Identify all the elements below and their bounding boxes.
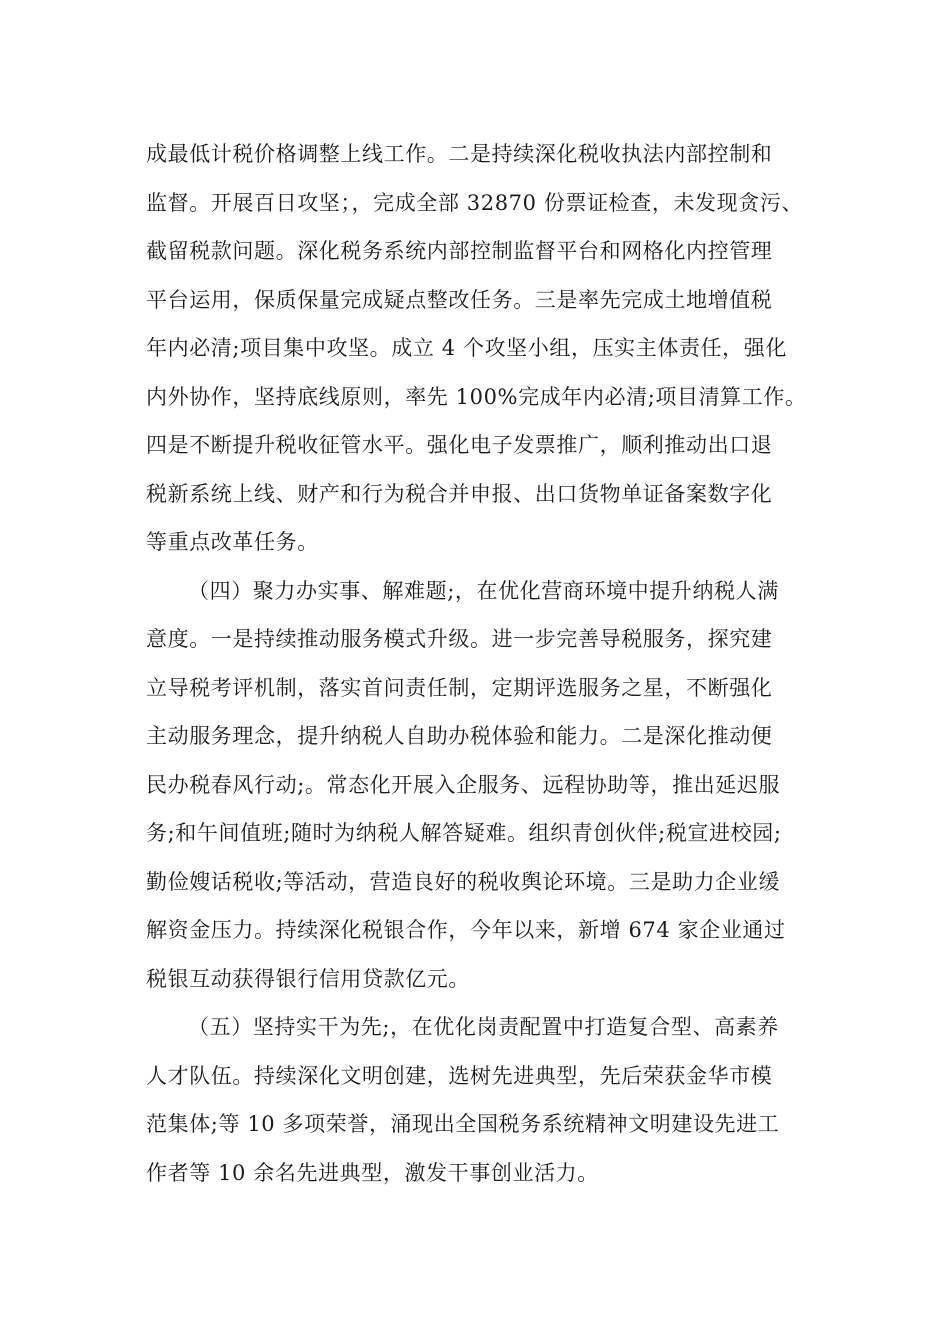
text-line: 解资金压力。持续深化税银合作，今年以来，新增 674 家企业通过 <box>146 918 786 942</box>
text-line: 作者等 10 余名先进典型，激发干事创业活力。 <box>146 1160 599 1185</box>
text-line: 成最低计税价格调整上线工作。二是持续深化税收执法内部控制和 <box>146 142 773 166</box>
text-line: 四是不断提升税收征管水平。强化电子发票推广，顺利推动出口退 <box>146 433 773 457</box>
text-line: 民办税春风行动;。常态化开展入企服务、远程协助等，推出延迟服 <box>146 772 781 797</box>
body-text <box>146 130 806 1197</box>
section-heading-line: （五）坚持实干为先;，在优化岗责配置中打造复合型、高素养 <box>188 1015 779 1039</box>
text-line: 勤俭嫂话税收;等活动，营造良好的税收舆论环境。三是助力企业缓 <box>146 869 781 894</box>
text-line: 主动服务理念，提升纳税人自助办税体验和能力。二是深化推动便 <box>146 724 773 748</box>
text-line: 平台运用，保质保量完成疑点整改任务。三是率先完成土地增值税 <box>146 287 773 312</box>
text-line: 内外协作，坚持底线原则，率先 100%完成年内必清;项目清算工作。 <box>146 384 807 409</box>
text-line: 等重点改革任务。 <box>146 530 319 554</box>
text-line: 务;和午间值班;随时为纳税人解答疑难。组织青创伙伴;税宣进校园; <box>146 821 782 845</box>
text-line: 税新系统上线、财产和行为税合并申报、出口货物单证备案数字化 <box>146 481 773 506</box>
text-line: 人才队伍。持续深化文明创建，选树先进典型，先后荣获金华市模 <box>146 1063 773 1088</box>
text-line: 年内必清;项目集中攻坚。成立 4 个攻坚小组，压实主体责任，强化 <box>146 336 787 360</box>
text-line: 范集体;等 10 多项荣誉，涌现出全国税务系统精神文明建设先进工 <box>146 1112 780 1136</box>
section-heading-line: （四）聚力办实事、解难题;，在优化营商环境中提升纳税人满 <box>188 578 779 603</box>
text-line: 截留税款问题。深化税务系统内部控制监督平台和网格化内控管理 <box>146 239 773 263</box>
text-line: 立导税考评机制，落实首问责任制，定期评选服务之星，不断强化 <box>146 675 773 700</box>
text-line: 监督。开展百日攻坚；，完成全部 32870 份票证检查，未发现贪污、 <box>146 190 804 215</box>
text-line: 意度。一是持续推动服务模式升级。进一步完善导税服务，探究建 <box>146 627 773 651</box>
text-line: 税银互动获得银行信用贷款亿元。 <box>146 966 470 991</box>
